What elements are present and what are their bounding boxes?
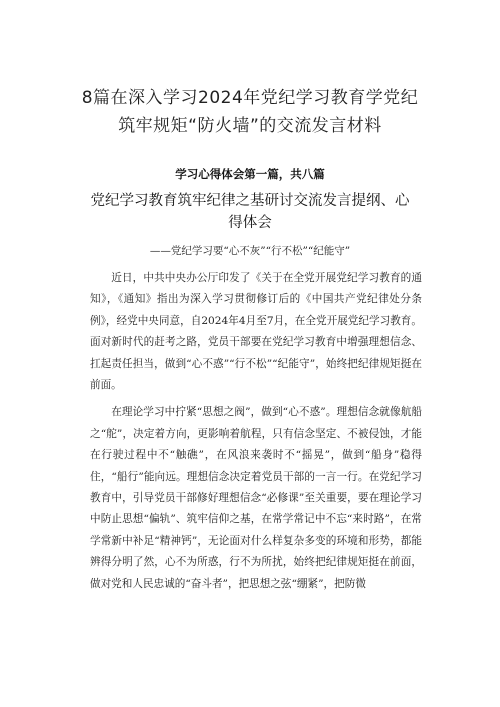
section-heading-line-1: 党纪学习教育筑牢纪律之基研讨交流发言提纲、心 — [90, 193, 410, 209]
section-heading — [70, 190, 430, 234]
section-heading-line-2: 得体会 — [228, 215, 272, 231]
section-label: 学习心得体会第一篇，共八篇 — [175, 167, 325, 181]
document-title-line-2: 筑牢规矩“防火墙”的交流发言材料 — [118, 116, 382, 136]
document-title — [40, 84, 460, 140]
document-title-line-1: 8篇在深入学习2024年党纪学习教育学党纪 — [81, 88, 419, 108]
paragraph-1: 近日，中共中央办公厅印发了《关于在全党开展党纪学习教育的通知》，《通知》指出为深入学习贯彻修订后的《中国共产党纪律处分条例》，经党中央同意，自2024年4月至7月，在全党开展党纪学习教育。面对新时代的赶考之路，党员干部要在党纪学习教育中增强理想信念、扛起责任担当，做到“心不惑”“行不松”“纪能守”，始终把纪律规矩挺在前面。 — [90, 272, 422, 392]
body-text — [90, 268, 422, 601]
paragraph-2: 在理论学习中拧紧“思想之阀”，做到“心不惑”。理想信念就像航船之“舵”，决定着方向，更影响着航程，只有信念坚定、不被侵蚀，才能在行驶过程中不“触礁”，在风浪来袭时不“摇晃”，做到“船身”稳得住，“船行”能向远。理想信念决定着党员干部的一言一行。在党纪学习教育中，引导党员干部修好理想信念“必修课”至关重要，要在理论学习中防止思想“偏轨”、筑牢信仰之基，在常学常记中不忘“来时路”，在常学常新中补足“精神钙”，无论面对什么样复杂多变的环境和形势，都能辨得分明了然，心不为所惑，行不为所扰，始终把纪律规矩挺在前面，做对党和人民忠诚的“奋斗者”，把思想之弦“绷紧”，把防微 — [90, 406, 422, 590]
section-subtitle: ——党纪学习要“心不灰”“行不松”“纪能守” — [149, 245, 351, 257]
